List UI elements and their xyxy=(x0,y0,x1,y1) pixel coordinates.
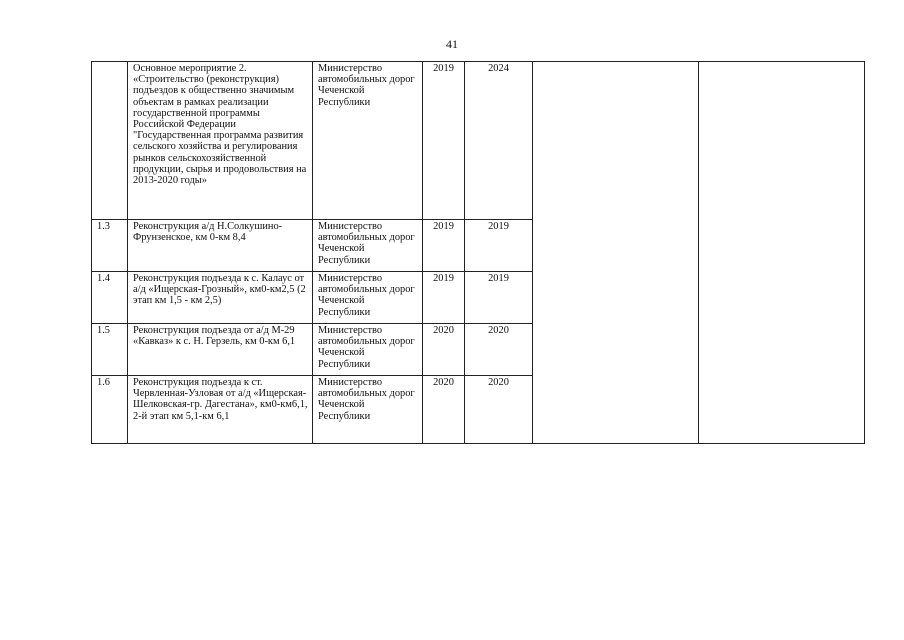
program-activities-table xyxy=(91,61,865,444)
start-year-cell: 2020 xyxy=(423,324,465,376)
related-indicators-cell xyxy=(699,62,865,444)
table-row xyxy=(92,62,865,220)
start-year-cell: 2019 xyxy=(423,62,465,220)
end-year-cell: 2019 xyxy=(465,220,533,272)
activity-name-cell: Реконструкция подъезда к с. Калаус от а/д «Ищерская-Грозный», км0-км2,5 (2 этап км 1,5 - км 2,5) xyxy=(128,272,313,324)
activity-name-cell: Реконструкция подъезда к ст. Червленная-Узловая от а/д «Ищерская-Шелковская-гр. Дагестана», км0-км6,1, 2-й этап км 5,1-км 6,1 xyxy=(128,376,313,444)
row-number-cell: 1.5 xyxy=(92,324,128,376)
end-year-cell: 2020 xyxy=(465,376,533,444)
row-number-cell xyxy=(92,62,128,220)
start-year-cell: 2019 xyxy=(423,272,465,324)
row-number-cell: 1.6 xyxy=(92,376,128,444)
executor-cell: Министерство автомобильных дорог Чеченской Республики xyxy=(313,272,423,324)
start-year-cell: 2020 xyxy=(423,376,465,444)
executor-cell: Министерство автомобильных дорог Чеченской Республики xyxy=(313,376,423,444)
expected-result-cell xyxy=(533,62,699,444)
executor-cell: Министерство автомобильных дорог Чеченской Республики xyxy=(313,324,423,376)
activity-name-cell: Основное мероприятие 2. «Строительство (реконструкция) подъездов к общественно значимым объектам в рамках реализации государственной программы Российской Федерации "Государственная программа развития сельского хозяйства и регулирования рынков сельскохозяйственной продукции, сырья и продовольствия на 2013-2020 годы» xyxy=(128,62,313,220)
activity-name-cell: Реконструкция а/д Н.Солкушино-Фрунзенское, км 0-км 8,4 xyxy=(128,220,313,272)
page-number: 41 xyxy=(446,37,458,51)
executor-cell: Министерство автомобильных дорог Чеченской Республики xyxy=(313,62,423,220)
activity-name-cell: Реконструкция подъезда от а/д М-29 «Кавказ» к с. Н. Герзель, км 0-км 6,1 xyxy=(128,324,313,376)
start-year-cell: 2019 xyxy=(423,220,465,272)
end-year-cell: 2024 xyxy=(465,62,533,220)
row-number-cell: 1.4 xyxy=(92,272,128,324)
executor-cell: Министерство автомобильных дорог Чеченской Республики xyxy=(313,220,423,272)
end-year-cell: 2020 xyxy=(465,324,533,376)
end-year-cell: 2019 xyxy=(465,272,533,324)
row-number-cell: 1.3 xyxy=(92,220,128,272)
